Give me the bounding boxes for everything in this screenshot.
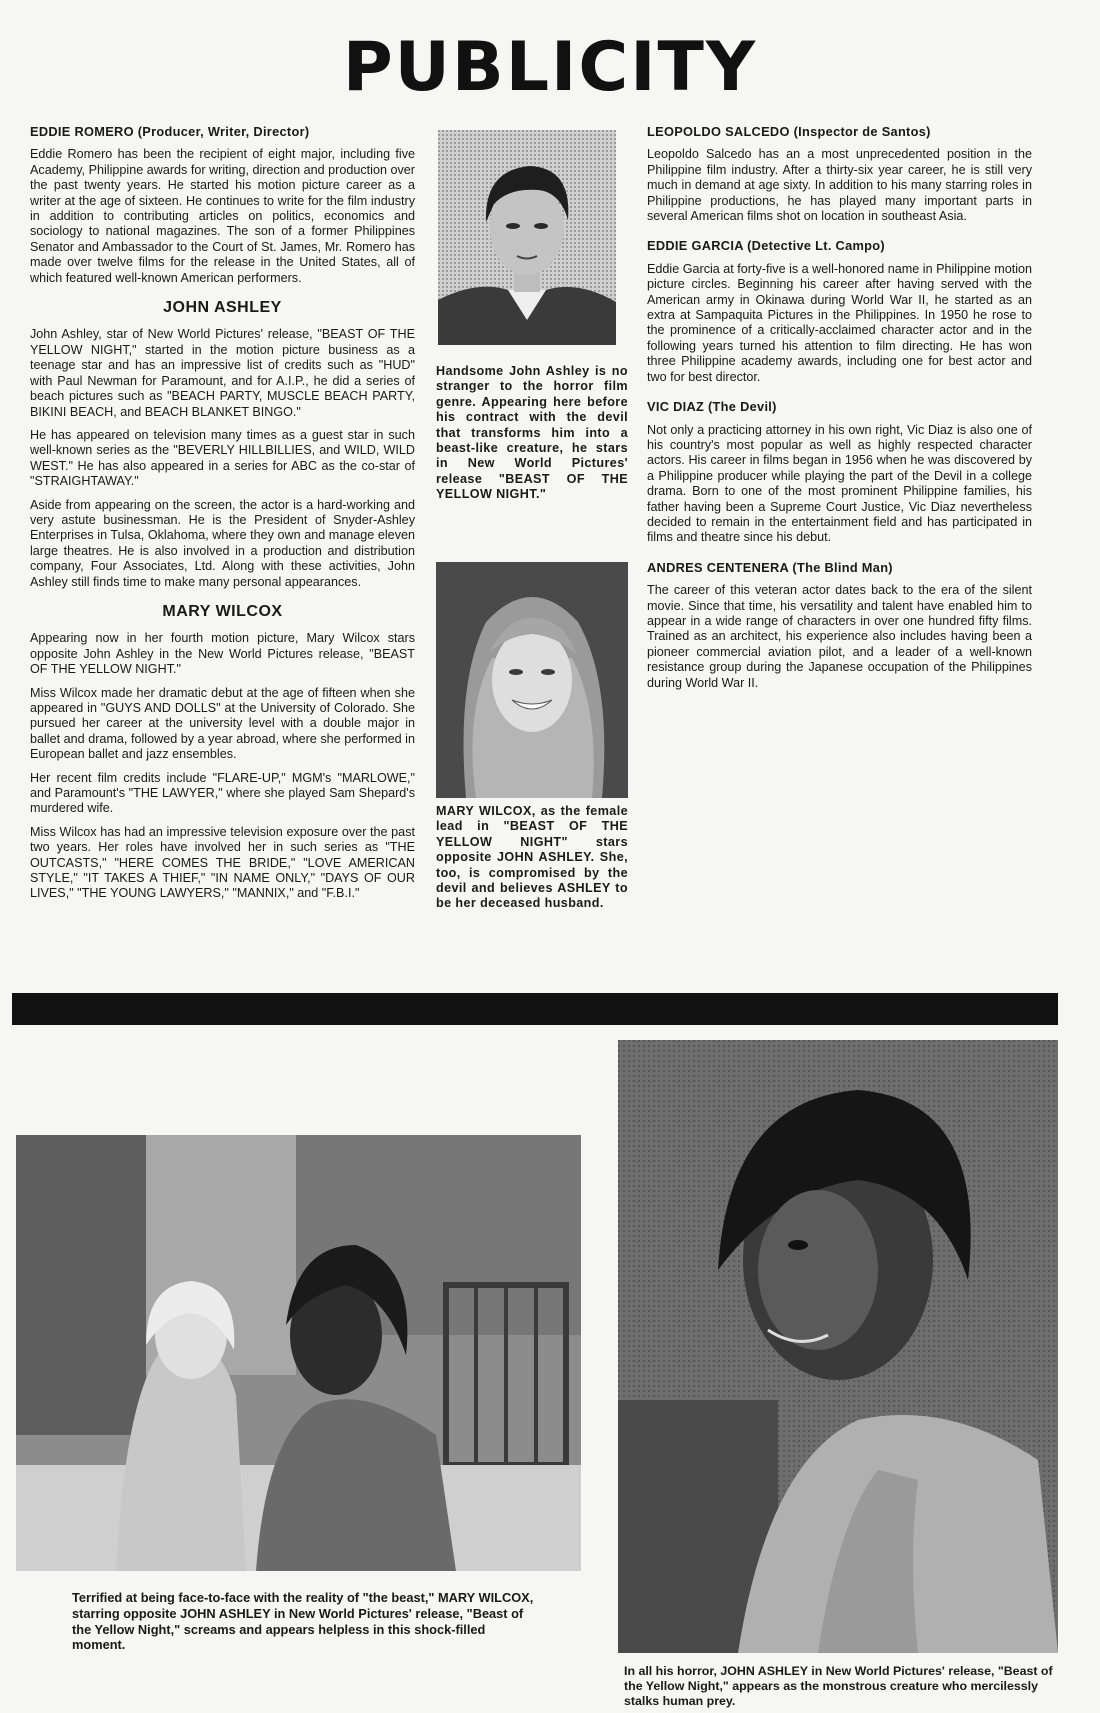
garcia-header: EDDIE GARCIA (Detective Lt. Campo) [647, 238, 885, 254]
bedroom-scene-caption: Terrified at being face-to-face with the reality of "the beast," MARY WILCOX, starring opposite JOHN ASHLEY in New World Pictures' release, "Beast of the Yellow Night," screams and appears helpless in this shock-filled moment. [72, 1590, 534, 1653]
diaz-header: VIC DIAZ (The Devil) [647, 399, 777, 415]
bedroom-scene-photo [16, 1135, 581, 1571]
romero-body: Eddie Romero has been the recipient of eight major, including five Academy, Philippine awards for writing, direction and production over the past twenty years. He started his motion picture career as a writer at the age of sixteen. He continues to write for the film industry in addition to contributing articles on politics, economics and sociology to national magazines. The son of a former Philippines Senator and Ambassador to the Court of St. James, Mr. Romero has made over twelve films for the release in the United States, all of which featured well-known American performers. [30, 147, 415, 285]
diaz-bio [647, 399, 1032, 546]
salcedo-bio [647, 124, 1032, 224]
mary-wilcox-portrait-photo [436, 562, 628, 798]
left-column [30, 124, 415, 910]
centenera-bio [647, 560, 1032, 691]
wilcox-paragraph-4: Miss Wilcox has had an impressive television exposure over the past two years. Her roles have involved her in such series as "THE OUTCASTS," "HERE COMES THE BRIDE," "LOVE AMERICAN STYLE," "IT TAKES A THIEF," "IN NAME ONLY," "DAYS OF OUR LIVES," "THE YOUNG LAWYERS," "MANNIX," and "F.B.I." [30, 824, 415, 901]
salcedo-body: Leopoldo Salcedo has an a most unprecedented position in the Philippine film industry. After a thirty-six year career, he is still very much in demand at age sixty. In addition to his many starring roles in Philippine productions, he has played many important parts in several American films shot on location in southeast Asia. [647, 147, 1032, 224]
section-divider-bar [12, 993, 1058, 1025]
ashley-paragraph-3: Aside from appearing on the screen, the actor is a hard-working and very astute businessman. He is the President of Snyder-Ashley Enterprises in Tulsa, Oklahoma, where they own and manage eleven large theatres. He is also involved in a production and distribution company, Four Associates, Ltd. Along with these activities, John Ashley still finds time to make many personal appearances. [30, 497, 415, 589]
ashley-paragraph-1: John Ashley, star of New World Pictures' release, "BEAST OF THE YELLOW NIGHT," started in the motion picture business as a teenage star and has an impressive list of credits such as "HUD" with Paul Newman for Paramount, and for A.I.P., he did a series of beach pictures such as "BEACH PARTY, MUSCLE BEACH PARTY, BIKINI BEACH, and BEACH BLANKET BINGO." [30, 327, 415, 419]
wilcox-section-title: MARY WILCOX [162, 602, 283, 620]
ashley-paragraph-2: He has appeared on television many times as a guest star in such well-known series as the "BEVERLY HILLBILLIES, and WILD, WILD WEST." He has also appeared in a series for ABC as the co-star of "STRAIGHTAWAY." [30, 427, 415, 489]
romero-bio [30, 124, 415, 286]
beast-closeup-caption: In all his horror, JOHN ASHLEY in New World Pictures' release, "Beast of the Yellow Night," appears as the monstrous creature who mercilessly stalks human prey. [624, 1664, 1053, 1709]
beast-closeup-photo [618, 1040, 1058, 1653]
salcedo-header: LEOPOLDO SALCEDO (Inspector de Santos) [647, 124, 931, 139]
wilcox-paragraph-3: Her recent film credits include "FLARE-UP," MGM's "MARLOWE," and Paramount's "THE LAWYER," where she played Sam Shepard's murdered wife. [30, 770, 415, 816]
centenera-body: The career of this veteran actor dates back to the era of the silent movie. Since that time, his versatility and talent have enabled him to appear in a wide range of characters in over one hundred fifty films. Trained as an architect, his experience also includes having been a pioneer commercial aviation pilot, and a leader of a well-known resistance group during the Japanese occupation of the Philippines during World War II. [647, 583, 1032, 690]
romero-header: EDDIE ROMERO (Producer, Writer, Director) [30, 124, 310, 139]
wilcox-paragraph-2: Miss Wilcox made her dramatic debut at the age of fifteen when she appeared in "GUYS AND DOLLS" at the University of Colorado. She pursued her career at the university level with a double major in ballet and drama, followed by a year abroad, where she performed in European ballet and jazz ensembles. [30, 685, 415, 762]
diaz-body: Not only a practicing attorney in his own right, Vic Diaz is also one of his country's most popular as well as highly respected character actors. His career in films began in 1956 when he was discovered by a Philippine producer while playing the part of the Devil in a college drama. Born to one of the most prominent Philippine families, his father having been a Supreme Court Justice, Vic Diaz nevertheless decided to remain in the entertainment field and has participated in films and theatre since his debut. [647, 422, 1032, 545]
centenera-header: ANDRES CENTENERA (The Blind Man) [647, 559, 893, 575]
mary-wilcox-photo-caption: MARY WILCOX, as the female lead in "BEAST OF THE YELLOW NIGHT" stars opposite JOHN ASHLEY. She, too, is compromised by the devil and believes ASHLEY to be her deceased husband. [436, 804, 628, 911]
garcia-bio [647, 238, 1032, 385]
ashley-section-title: JOHN ASHLEY [163, 299, 282, 317]
garcia-body: Eddie Garcia at forty-five is a well-honored name in Philippine motion picture circles. Beginning his career after having served with the American army in Okinawa during World War II, he started as an extra at Sampaquita Pictures in the Philippines. In 1950 he rose to the prominence of a critically-acclaimed character actor and in the following years turned his attention to film directing. He has won three Philippine academy awards, including one for best actor and two for best director. [647, 261, 1033, 384]
john-ashley-portrait-photo [438, 130, 616, 345]
john-ashley-photo-caption: Handsome John Ashley is no stranger to the horror film genre. Appearing here before his contract with the devil that transforms him into a beast-like creature, he stars in New World Pictures' release "BEAST OF THE YELLOW NIGHT." [436, 364, 628, 502]
page-title: PUBLICITY [342, 28, 758, 107]
wilcox-paragraph-1: Appearing now in her fourth motion picture, Mary Wilcox stars opposite John Ashley in the New World Pictures release, "BEAST OF THE YELLOW NIGHT." [30, 631, 415, 677]
right-column [647, 124, 1032, 705]
